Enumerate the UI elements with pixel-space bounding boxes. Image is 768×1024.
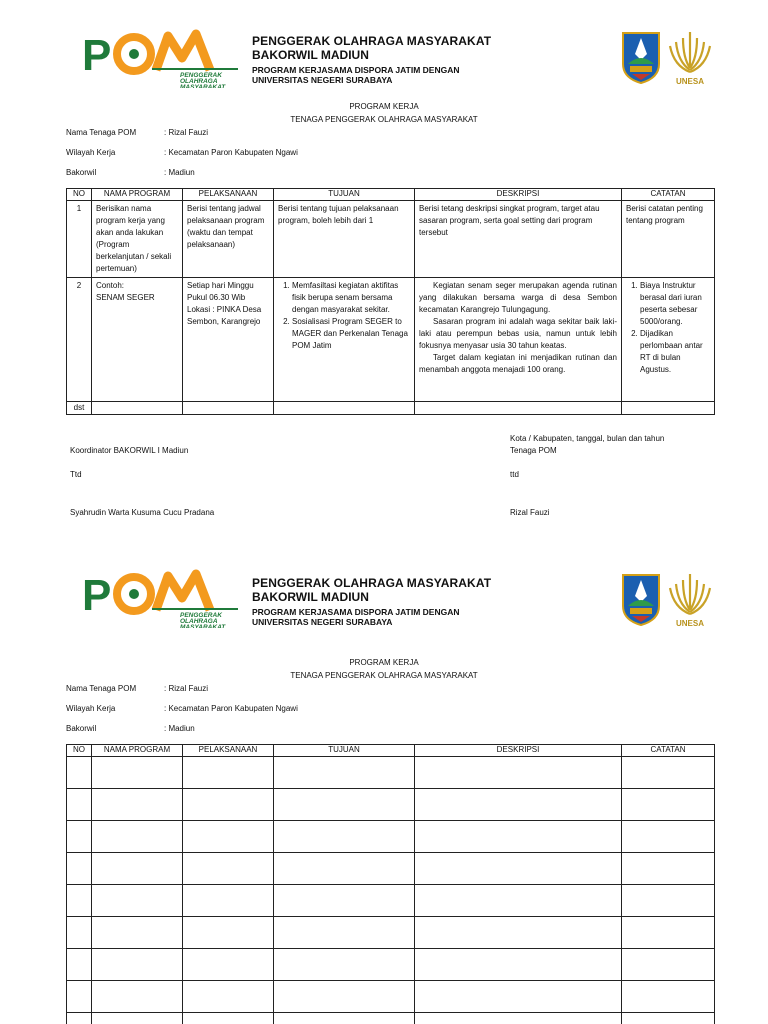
unesa-logo bbox=[664, 26, 716, 86]
doc-title-1: PROGRAM KERJA bbox=[349, 658, 419, 667]
org-line-1: PENGGERAK OLAHRAGA MASYARAKAT bbox=[252, 576, 492, 590]
doc-title-1: PROGRAM KERJA bbox=[349, 102, 419, 111]
table-row bbox=[67, 885, 715, 917]
cell-empty bbox=[92, 402, 183, 415]
col-header-no: NO bbox=[67, 189, 92, 201]
org-line-3: PROGRAM KERJASAMA DISPORA JATIM DENGAN bbox=[252, 607, 460, 618]
cell-no: 1 bbox=[67, 201, 92, 278]
cell-nama: Berisikan nama program kerja yang akan anda lakukan (Program berkelanjutan / sekali pertemuan) bbox=[92, 201, 183, 278]
table-header-row bbox=[67, 189, 715, 201]
cell-nama-line1: Contoh: bbox=[96, 281, 125, 290]
cell-catatan bbox=[622, 278, 715, 402]
org-line-2: BAKORWIL MADIUN bbox=[252, 48, 369, 63]
cell-no: dst bbox=[67, 402, 92, 415]
table-row bbox=[67, 1013, 715, 1024]
table-row bbox=[67, 278, 715, 402]
logo-sub-3: MASYARAKAT bbox=[180, 84, 226, 88]
svg-text:P: P bbox=[82, 31, 112, 80]
cell-deskripsi bbox=[415, 278, 622, 402]
wilayah-value: : Kecamatan Paron Kabupaten Ngawi bbox=[164, 704, 298, 713]
col-header-pelaksanaan: PELAKSANAAN bbox=[183, 189, 274, 201]
wilayah-label: Wilayah Kerja bbox=[66, 704, 116, 713]
svg-text:P: P bbox=[82, 571, 112, 620]
sig-name-right: Rizal Fauzi bbox=[510, 508, 550, 517]
logo-sub-1: PENGGERAK bbox=[180, 72, 222, 79]
bakorwil-label: Bakorwil bbox=[66, 724, 97, 733]
org-line-1: PENGGERAK OLAHRAGA MASYARAKAT bbox=[252, 34, 492, 48]
org-line-3: PROGRAM KERJASAMA DISPORA JATIM DENGAN bbox=[252, 65, 460, 76]
catatan-item: 1. Biaya Instruktur berasal dari iuran peserta sebesar 5000/orang. bbox=[640, 280, 710, 328]
bakorwil-value: : Madiun bbox=[164, 724, 195, 733]
col-header-nama: NAMA PROGRAM bbox=[92, 189, 183, 201]
table-row bbox=[67, 949, 715, 981]
org-line-4: UNIVERSITAS NEGERI SURABAYA bbox=[252, 617, 393, 628]
blank-program-table bbox=[66, 744, 715, 1024]
col-header-deskripsi: DESKRIPSI bbox=[415, 745, 622, 757]
nama-value: : Rizal Fauzi bbox=[164, 684, 209, 693]
cell-tujuan: Berisi tentang tujuan pelaksanaan program, boleh lebih dari 1 bbox=[274, 201, 415, 278]
unesa-wing-icon bbox=[664, 26, 716, 76]
cell-tujuan bbox=[274, 278, 415, 402]
table-row bbox=[67, 821, 715, 853]
cell-empty bbox=[183, 402, 274, 415]
col-header-deskripsi: DESKRIPSI bbox=[415, 189, 622, 201]
col-header-no: NO bbox=[67, 745, 92, 757]
deskripsi-para: Kegiatan senam seger merupakan agenda rutinan yang dilakukan bersama warga di desa Sembon kecamatan Karangrejo Tulungagung. bbox=[419, 281, 617, 314]
nama-label: Nama Tenaga POM bbox=[66, 128, 137, 137]
table-row bbox=[67, 917, 715, 949]
cell-deskripsi: Berisi tetang deskripsi singkat program, target atau sasaran program, serta goal setting dari program tersebut bbox=[415, 201, 622, 278]
doc-title-2: TENAGA PENGGERAK OLAHRAGA MASYARAKAT bbox=[290, 671, 478, 680]
cell-empty bbox=[622, 402, 715, 415]
nama-value: : Rizal Fauzi bbox=[164, 128, 209, 137]
table-row bbox=[67, 757, 715, 789]
jatim-emblem-icon bbox=[620, 30, 662, 84]
tujuan-item: 2. Sosialisasi Program SEGER to MAGER dan Perkenalan Tenaga POM Jatim bbox=[292, 316, 410, 352]
unesa-label: UNESA bbox=[675, 619, 704, 628]
doc-title-2: TENAGA PENGGERAK OLAHRAGA MASYARAKAT bbox=[290, 115, 478, 124]
bakorwil-value: : Madiun bbox=[164, 168, 195, 177]
table-row bbox=[67, 789, 715, 821]
cell-nama-line2: SENAM SEGER bbox=[96, 293, 155, 302]
wilayah-label: Wilayah Kerja bbox=[66, 148, 116, 157]
col-header-pelaksanaan: PELAKSANAAN bbox=[183, 745, 274, 757]
cell-empty bbox=[274, 402, 415, 415]
unesa-wing-icon bbox=[664, 568, 716, 618]
table-row bbox=[67, 201, 715, 278]
program-table bbox=[66, 188, 715, 415]
cell-pelaksanaan: Berisi tentang jadwal pelaksanaan program (waktu dan tempat pelaksanaan) bbox=[183, 201, 274, 278]
tujuan-item: 1. Memfasiltasi kegiatan aktifitas fisik berupa senam bersama dengan masyarakat sekitar. bbox=[292, 280, 410, 316]
sig-tenaga: Tenaga POM bbox=[510, 446, 557, 455]
logo-sub-3: MASYARAKAT bbox=[180, 624, 226, 628]
org-line-2: BAKORWIL MADIUN bbox=[252, 590, 369, 605]
cell-pelaksanaan: Setiap hari Minggu Pukul 06.30 Wib Lokasi : PINKA Desa Sembon, Karangrejo bbox=[183, 278, 274, 402]
cell-empty bbox=[415, 402, 622, 415]
cell-no: 2 bbox=[67, 278, 92, 402]
sig-ttd-left: Ttd bbox=[70, 470, 82, 479]
deskripsi-para: Target dalam kegiatan ini menjadikan rutinan dan menambah anggota menajadi 100 orang. bbox=[419, 353, 617, 374]
table-row bbox=[67, 402, 715, 415]
cell-nama bbox=[92, 278, 183, 402]
nama-label: Nama Tenaga POM bbox=[66, 684, 137, 693]
bakorwil-label: Bakorwil bbox=[66, 168, 97, 177]
unesa-label: UNESA bbox=[675, 77, 704, 86]
jatim-emblem-icon bbox=[620, 572, 662, 626]
sig-name-left: Syahrudin Warta Kusuma Cucu Pradana bbox=[70, 508, 215, 517]
col-header-tujuan: TUJUAN bbox=[274, 745, 415, 757]
unesa-logo bbox=[664, 568, 716, 628]
org-line-4: UNIVERSITAS NEGERI SURABAYA bbox=[252, 75, 393, 86]
deskripsi-para: Sasaran program ini adalah waga sekitar baik laki-laki atau perempun bebas usia, namun untuk lebih fokusnya menyasar usia 30 tahun keatas. bbox=[419, 317, 617, 350]
table-header-row bbox=[67, 745, 715, 757]
col-header-nama: NAMA PROGRAM bbox=[92, 745, 183, 757]
doc-title bbox=[0, 656, 768, 682]
pom-logo bbox=[82, 566, 242, 628]
doc-title bbox=[0, 100, 768, 126]
col-header-tujuan: TUJUAN bbox=[274, 189, 415, 201]
pom-logo bbox=[82, 26, 242, 88]
cell-catatan: Berisi catatan penting tentang program bbox=[622, 201, 715, 278]
col-header-catatan: CATATAN bbox=[622, 745, 715, 757]
org-header bbox=[252, 576, 491, 627]
sig-koordinator: Koordinator BAKORWIL I Madiun bbox=[70, 446, 189, 455]
org-header bbox=[252, 34, 491, 85]
table-row bbox=[67, 853, 715, 885]
wilayah-value: : Kecamatan Paron Kabupaten Ngawi bbox=[164, 148, 298, 157]
col-header-catatan: CATATAN bbox=[622, 189, 715, 201]
sig-kota: Kota / Kabupaten, tanggal, bulan dan tahun bbox=[510, 434, 665, 443]
logo-sub-2: OLAHRAGA bbox=[180, 78, 218, 85]
sig-ttd-right: ttd bbox=[510, 470, 519, 479]
logo-sub-1: PENGGERAK bbox=[180, 612, 222, 619]
logo-sub-2: OLAHRAGA bbox=[180, 618, 218, 625]
catatan-item: 2. Dijadikan perlombaan antar RT di bulan Agustus. bbox=[640, 328, 710, 376]
table-row bbox=[67, 981, 715, 1013]
